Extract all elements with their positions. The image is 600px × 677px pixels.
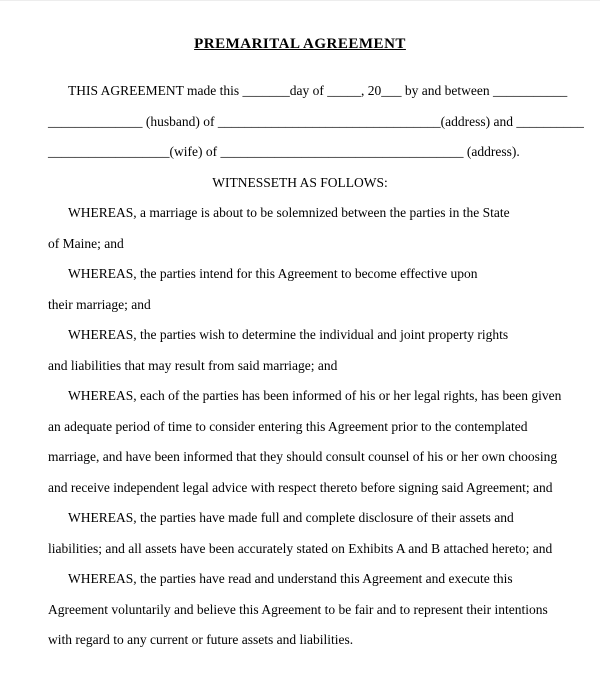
whereas-4-line-1: WHEREAS, each of the parties has been informed of his or her legal rights, has been given bbox=[68, 388, 562, 403]
whereas-4-line-3: marriage, and have been informed that they should consult counsel of his or her own choosing bbox=[48, 449, 558, 464]
witnesseth-heading: WITNESSETH AS FOLLOWS: bbox=[212, 174, 388, 190]
whereas-6-line-3: with regard to any current or future assets and liabilities. bbox=[48, 632, 354, 647]
whereas-2-line-2: their marriage; and bbox=[48, 296, 151, 312]
whereas-4-line-2: an adequate period of time to consider entering this Agreement prior to the contemplated bbox=[48, 418, 528, 434]
whereas-5-line-1: WHEREAS, the parties have made full and complete disclosure of their assets and bbox=[68, 510, 514, 525]
whereas-2-line-1: WHEREAS, the parties intend for this Agreement to become effective upon bbox=[68, 266, 478, 281]
whereas-1-line-1: WHEREAS, a marriage is about to be solemnized between the parties in the State bbox=[68, 205, 510, 220]
intro-line-3: __________________(wife) of ____________________________________ (address). bbox=[48, 144, 520, 159]
whereas-4-line-4: and receive independent legal advice with respect thereto before signing said Agreement; and bbox=[48, 479, 553, 495]
intro-line-2: ______________ (husband) of _________________________________(address) and __________ bbox=[48, 113, 584, 129]
whereas-6-line-2: Agreement voluntarily and believe this Agreement to be fair and to represent their intentions bbox=[48, 601, 548, 617]
document-title: PREMARITAL AGREEMENT bbox=[194, 36, 406, 52]
whereas-6-line-1: WHEREAS, the parties have read and understand this Agreement and execute this bbox=[68, 571, 513, 586]
whereas-5-line-2: liabilities; and all assets have been accurately stated on Exhibits A and B attached hereto; and bbox=[48, 540, 553, 556]
whereas-1-line-2: of Maine; and bbox=[48, 235, 124, 251]
intro-line-1: THIS AGREEMENT made this _______day of _____, 20___ by and between ___________ bbox=[68, 83, 568, 98]
whereas-3-line-1: WHEREAS, the parties wish to determine the individual and joint property rights bbox=[68, 327, 509, 342]
document-body bbox=[0, 76, 600, 656]
whereas-3-line-2: and liabilities that may result from said marriage; and bbox=[48, 357, 338, 373]
